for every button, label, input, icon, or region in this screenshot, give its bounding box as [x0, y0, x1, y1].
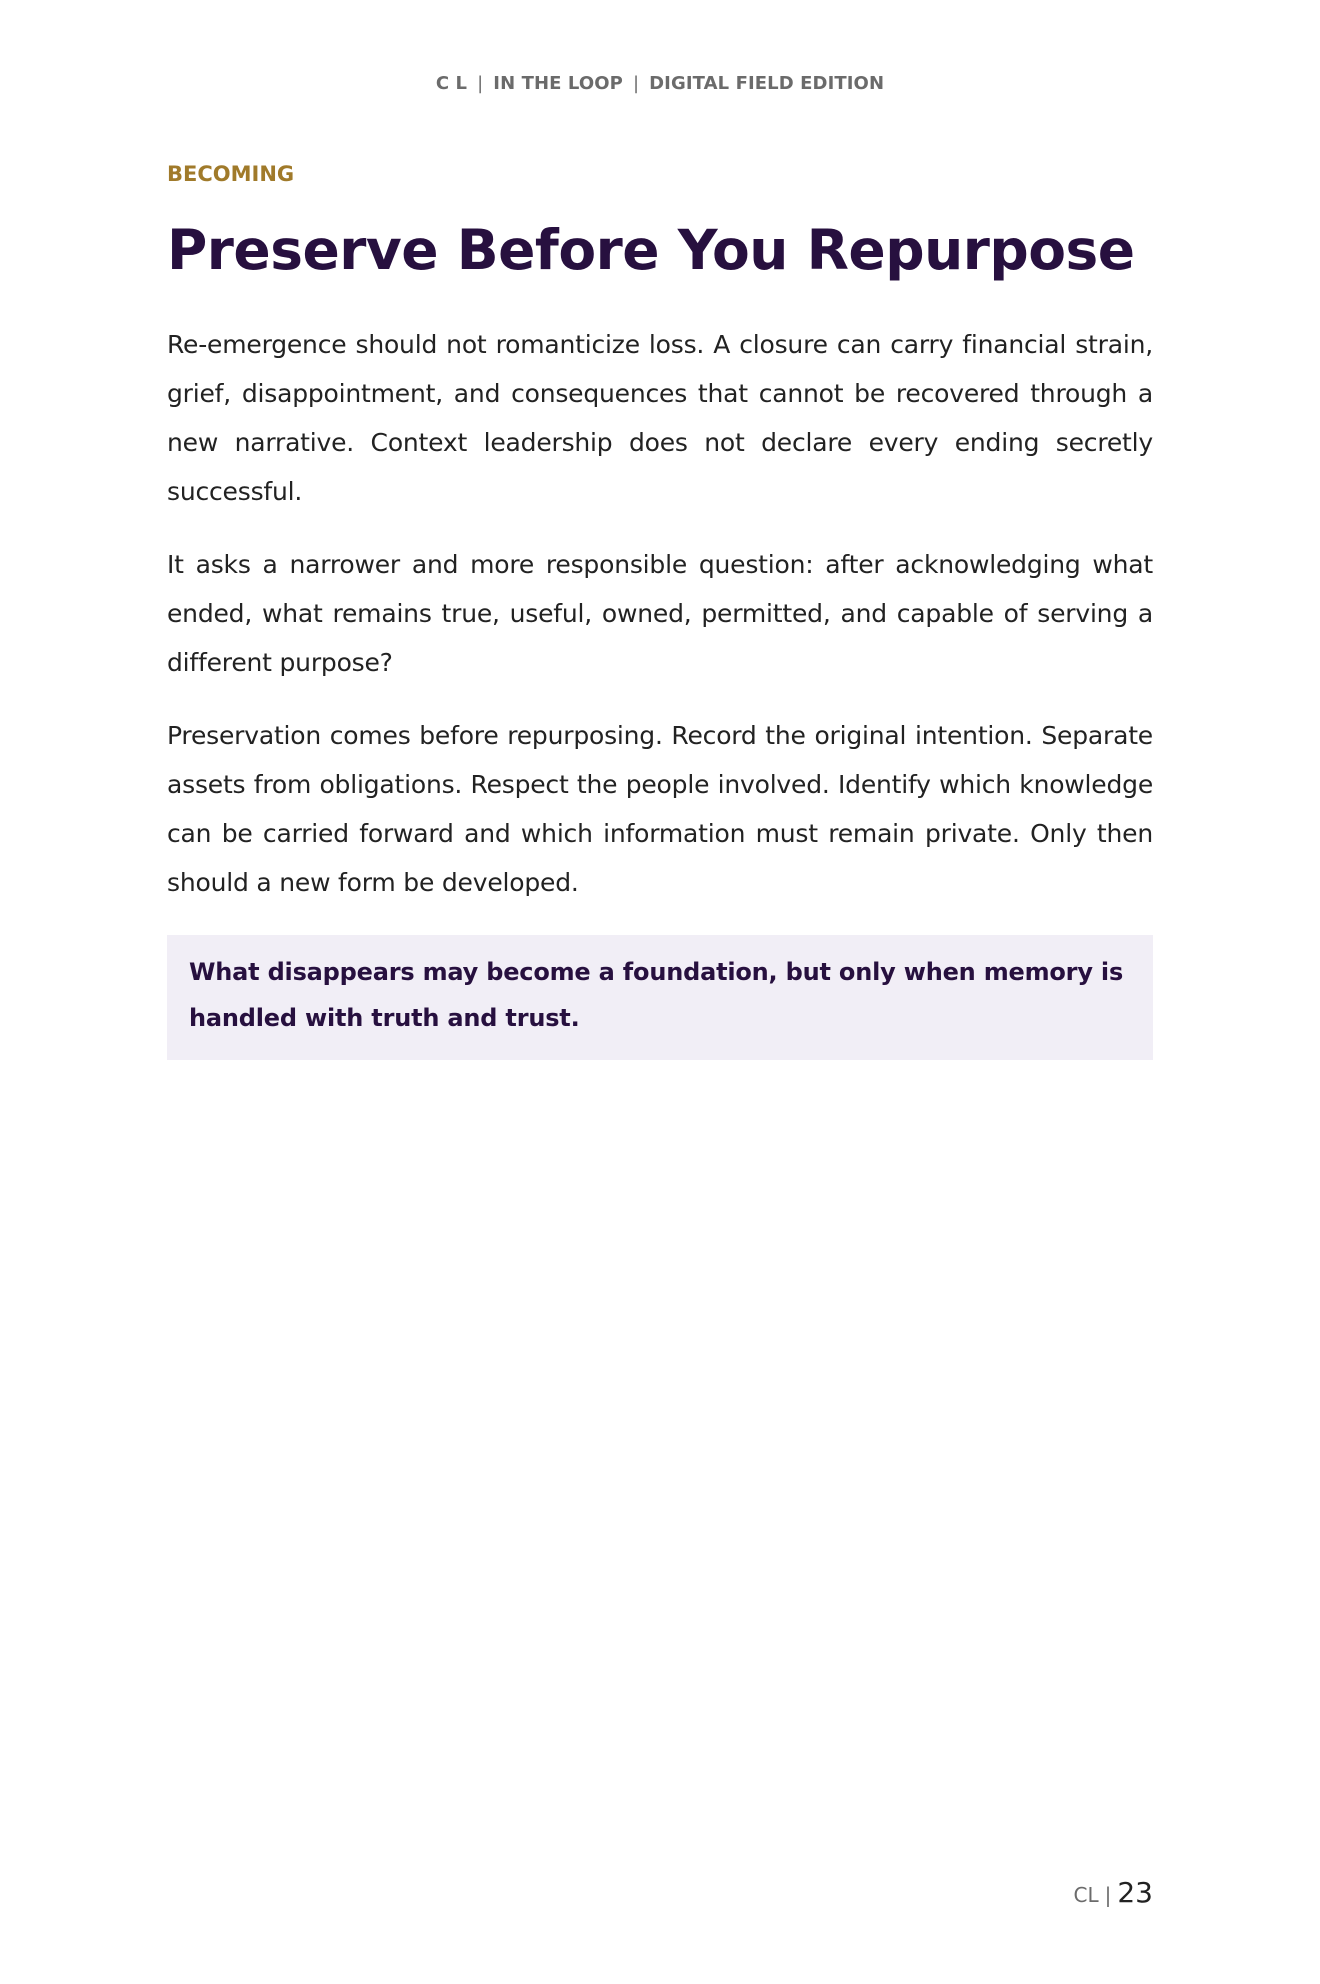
pull-quote-text: What disappears may become a foundation, but only when memory is handled with truth and trust.	[189, 958, 1124, 1032]
body-paragraph: Re-emergence should not romanticize loss. A closure can carry financial strain, grief, disappointment, and consequences that cannot be recovered through a new narrative. Context leadership does not declare every ending secretly successful.	[167, 330, 1153, 506]
body-paragraph: Preservation comes before repurposing. Record the original intention. Separate assets from obligations. Respect the people involved. Identify which knowledge can be carried forward and which information must remain private. Only then should a new form be developed.	[167, 721, 1153, 897]
article-body	[167, 320, 1153, 907]
header-edition: DIGITAL FIELD EDITION	[649, 73, 885, 94]
article-content	[167, 160, 1153, 1060]
footer-brand: CL	[1073, 1883, 1099, 1907]
page-footer	[1074, 1876, 1154, 1909]
header-publication: IN THE LOOP	[493, 73, 623, 94]
article-title: Preserve Before You Repurpose	[167, 218, 1135, 282]
footer-separator: |	[1104, 1883, 1112, 1907]
header-separator: |	[477, 73, 484, 94]
body-paragraph: It asks a narrower and more responsible question: after acknowledging what ended, what remains true, useful, owned, permitted, and capable of serving a different purpose?	[167, 550, 1153, 677]
page-number: 23	[1117, 1876, 1153, 1909]
header-separator: |	[632, 73, 640, 94]
pull-quote-callout	[167, 935, 1153, 1060]
header-brand: C L	[435, 73, 468, 94]
running-header	[0, 73, 1320, 94]
section-kicker: BECOMING	[167, 162, 295, 186]
